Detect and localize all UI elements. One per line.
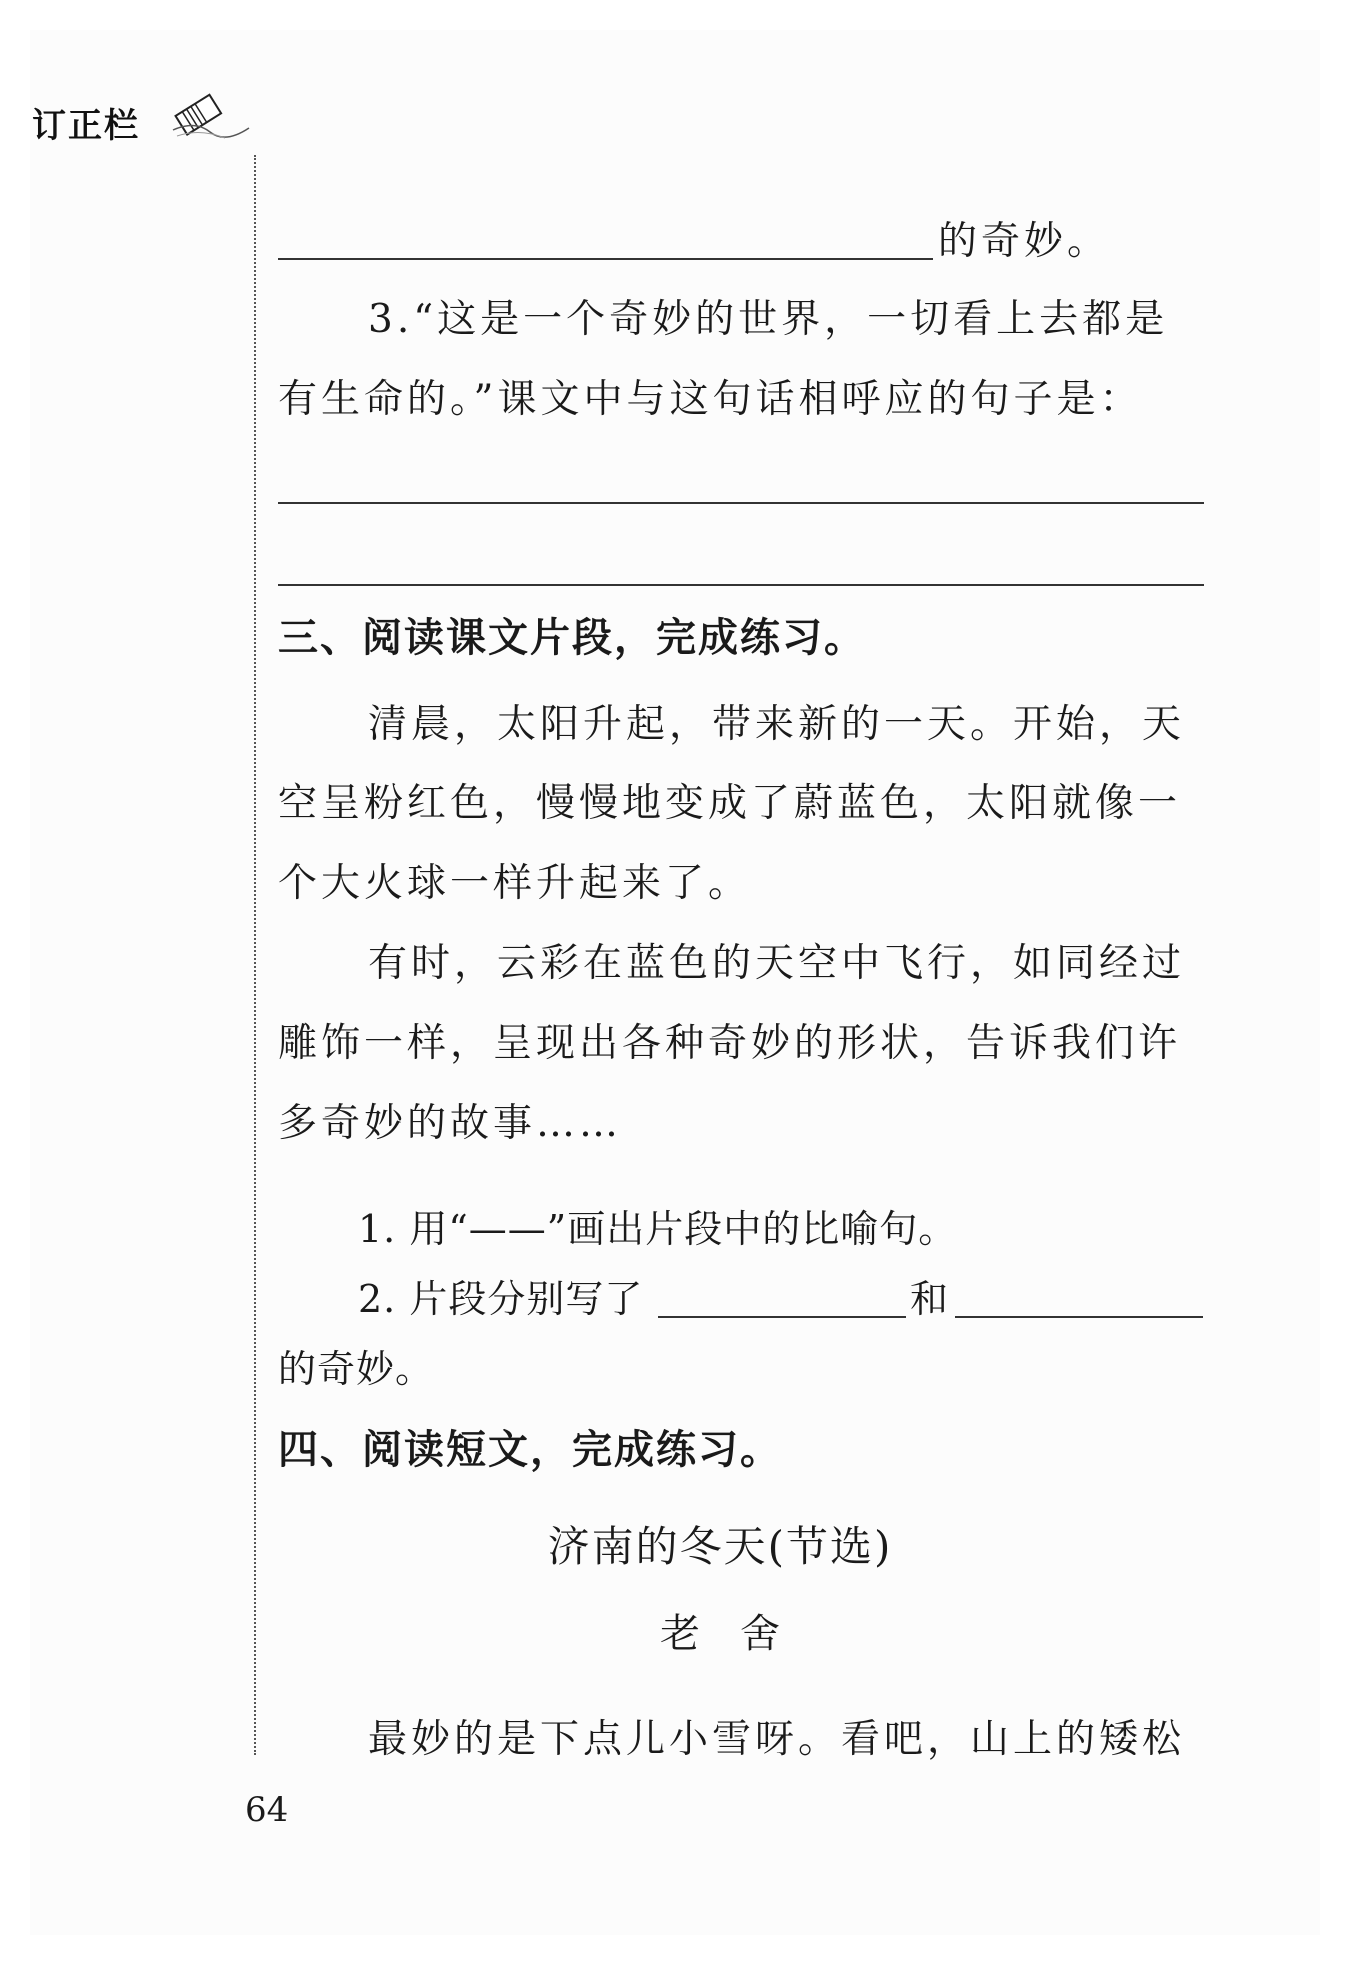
answer-blank[interactable] <box>955 1316 1203 1318</box>
section-three-q2-prefix: 2. 片段分别写了 <box>358 1277 644 1321</box>
q2-suffix-text: 的奇妙。 <box>938 219 1111 264</box>
section-four-heading: 四、阅读短文，完成练习。 <box>278 1427 782 1473</box>
answer-line[interactable] <box>278 258 933 260</box>
correction-column-title: 订正栏 <box>32 106 140 146</box>
page-number: 64 <box>245 1790 289 1830</box>
section-three-q2-tail: 的奇妙。 <box>278 1347 435 1391</box>
passage-line: 空呈粉红色，慢慢地变成了蔚蓝色，太阳就像一 <box>278 781 1182 826</box>
article-author: 老 舍 <box>660 1611 780 1657</box>
answer-blank[interactable] <box>658 1316 906 1318</box>
passage-line: 有时，云彩在蓝色的天空中飞行，如同经过 <box>368 941 1186 986</box>
q3-text-line2: 有生命的。”课文中与这句话相呼应的句子是： <box>278 377 1143 422</box>
answer-line[interactable] <box>278 584 1204 586</box>
section-three-q1: 1. 用“——”画出片段中的比喻句。 <box>358 1207 958 1251</box>
article-title: 济南的冬天(节选) <box>547 1522 893 1571</box>
pencil-eraser-icon <box>165 84 250 144</box>
section-three-q2-mid: 和 <box>910 1277 950 1321</box>
section-three-heading: 三、阅读课文片段，完成练习。 <box>278 615 866 661</box>
passage-line: 多奇妙的故事…… <box>278 1101 623 1146</box>
correction-column-divider <box>254 155 256 1755</box>
q3-text-line1: 3.“这是一个奇妙的世界，一切看上去都是 <box>368 297 1169 342</box>
passage-line: 清晨，太阳升起，带来新的一天。开始，天 <box>368 702 1186 747</box>
passage-line: 个大火球一样升起来了。 <box>278 861 752 906</box>
passage-line: 雕饰一样，呈现出各种奇妙的形状，告诉我们许 <box>278 1021 1182 1066</box>
answer-line[interactable] <box>278 502 1204 504</box>
article-paragraph-line: 最妙的是下点儿小雪呀。看吧，山上的矮松 <box>368 1717 1186 1762</box>
